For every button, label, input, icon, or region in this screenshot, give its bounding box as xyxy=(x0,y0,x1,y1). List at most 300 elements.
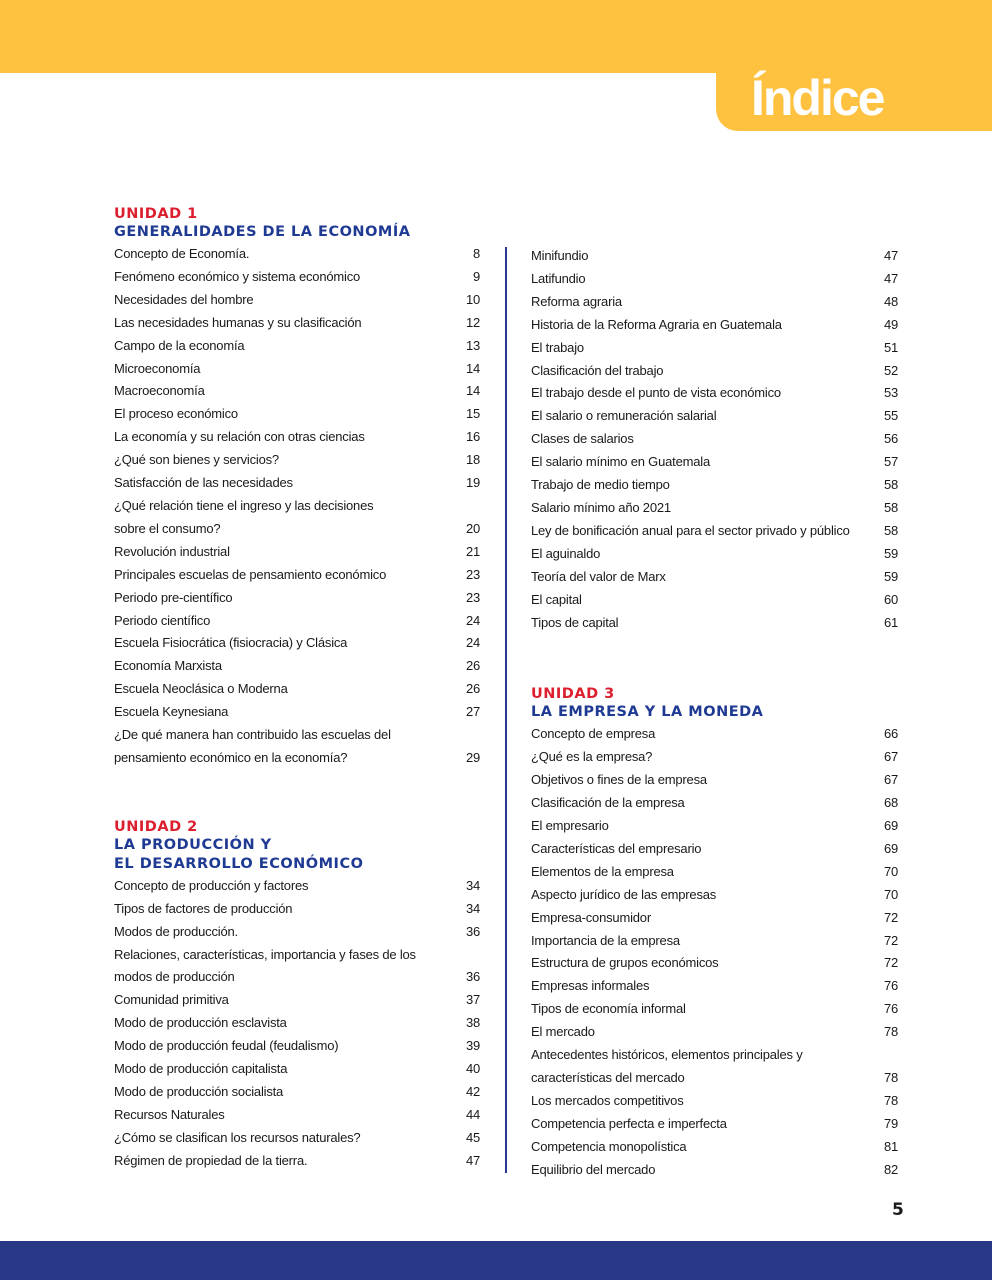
toc-entry[interactable] xyxy=(531,405,898,428)
toc-entry-title xyxy=(114,989,450,1012)
toc-entry-title xyxy=(531,723,868,746)
toc-entry-title xyxy=(531,907,868,930)
toc-entry[interactable] xyxy=(531,952,898,975)
toc-entry-title-line: Comunidad primitiva xyxy=(114,992,229,1008)
toc-entry[interactable] xyxy=(114,989,480,1012)
toc-entry-page: 21 xyxy=(465,543,480,559)
toc-entry-page: 76 xyxy=(883,1001,898,1017)
toc-entry-page: 58 xyxy=(883,522,898,538)
unit-2-entries xyxy=(114,875,480,1173)
toc-entry[interactable] xyxy=(531,382,898,405)
toc-entry-page: 61 xyxy=(883,614,898,630)
toc-entry-title xyxy=(531,1136,868,1159)
header-band xyxy=(0,0,992,73)
toc-entry[interactable] xyxy=(531,337,898,360)
toc-entry-title-line: Empresas informales xyxy=(531,978,650,994)
toc-entry-title-line: sobre el consumo? xyxy=(114,520,221,536)
toc-entry-title-line: Equilibrio del mercado xyxy=(531,1161,656,1177)
toc-entry-title xyxy=(531,428,868,451)
footer-band xyxy=(0,1241,992,1280)
toc-entry-title-line: El aguinaldo xyxy=(531,545,601,561)
toc-entry[interactable] xyxy=(114,724,480,770)
toc-entry[interactable] xyxy=(531,998,898,1021)
toc-entry[interactable] xyxy=(531,930,898,953)
toc-entry-page: 13 xyxy=(465,337,480,353)
toc-entry-page: 9 xyxy=(472,268,480,284)
toc-entry-page: 10 xyxy=(465,291,480,307)
toc-left-column xyxy=(114,205,480,1173)
toc-entry-title-line: El empresario xyxy=(531,818,609,834)
toc-entry-title-line: pensamiento económico en la economía? xyxy=(114,749,348,765)
toc-entry-title xyxy=(531,566,868,589)
toc-entry-title xyxy=(531,612,868,635)
toc-entry-title-line: Revolución industrial xyxy=(114,543,230,559)
toc-entry[interactable] xyxy=(531,884,898,907)
toc-entry-title-line: Modos de producción. xyxy=(114,923,238,939)
toc-entry-page: 15 xyxy=(465,406,480,422)
toc-entry-title-line: Minifundio xyxy=(531,248,589,263)
toc-entry-title xyxy=(114,1150,450,1173)
toc-entry-title-line: Reforma agraria xyxy=(531,293,622,309)
toc-entry-page: 72 xyxy=(883,932,898,948)
toc-entry-title-line: El trabajo xyxy=(531,339,584,355)
unit-1-label: UNIDAD 1 xyxy=(114,206,198,222)
toc-entry-title xyxy=(114,587,450,610)
toc-entry-title-line: Microeconomía xyxy=(114,360,201,376)
toc-entry[interactable] xyxy=(114,1127,480,1150)
toc-entry[interactable] xyxy=(114,1058,480,1081)
toc-entry[interactable] xyxy=(531,769,898,792)
toc-entry-page: 34 xyxy=(465,877,480,893)
toc-entry-page: 66 xyxy=(883,726,898,742)
toc-entry-page: 56 xyxy=(883,431,898,447)
toc-entry-page: 47 xyxy=(883,270,898,286)
toc-entry-title xyxy=(531,497,868,520)
toc-entry[interactable] xyxy=(531,1021,898,1044)
toc-entry-title xyxy=(531,589,868,612)
unit-2-title-line-2: EL DESARROLLO ECONÓMICO xyxy=(114,855,364,872)
toc-entry-title-line: modos de producción xyxy=(114,969,235,985)
toc-entry[interactable] xyxy=(531,566,898,589)
toc-entry[interactable] xyxy=(531,589,898,612)
toc-entry[interactable] xyxy=(114,632,480,655)
toc-entry-page: 79 xyxy=(883,1115,898,1131)
toc-entry-title xyxy=(114,655,450,678)
toc-entry-title-line: Clasificación de la empresa xyxy=(531,795,685,811)
toc-entry-page: 29 xyxy=(465,749,480,765)
toc-entry-page: 14 xyxy=(465,360,480,376)
toc-entry-title-line: El salario mínimo en Guatemala xyxy=(531,454,710,470)
toc-entry-title xyxy=(531,792,868,815)
toc-entry-title xyxy=(114,495,450,541)
toc-entry[interactable] xyxy=(531,451,898,474)
toc-entry[interactable] xyxy=(114,610,480,633)
toc-entry-title xyxy=(531,838,868,861)
toc-entry[interactable] xyxy=(114,358,480,381)
toc-entry[interactable] xyxy=(114,1104,480,1127)
toc-entry[interactable] xyxy=(114,1081,480,1104)
toc-entry-title-line: ¿Cómo se clasifican los recursos naturales? xyxy=(114,1129,361,1145)
toc-entry-title xyxy=(114,541,450,564)
toc-entry[interactable] xyxy=(114,335,480,358)
toc-entry[interactable] xyxy=(531,792,898,815)
unit-2-title-line-1: LA PRODUCCIÓN Y xyxy=(114,836,272,853)
toc-entry-title xyxy=(531,952,868,975)
toc-entry[interactable] xyxy=(531,723,898,746)
toc-entry-title xyxy=(531,998,868,1021)
toc-entry-page: 69 xyxy=(883,840,898,856)
toc-entry-page: 18 xyxy=(465,452,480,468)
toc-entry-page: 70 xyxy=(883,863,898,879)
unit-1-title: GENERALIDADES DE LA ECONOMÍA xyxy=(114,224,411,240)
toc-entry[interactable] xyxy=(114,380,480,403)
toc-entry-page: 24 xyxy=(465,612,480,628)
toc-entry-title-line: El salario o remuneración salarial xyxy=(531,408,717,424)
toc-entry[interactable] xyxy=(531,245,898,268)
toc-entry-title-line: Escuela Fisiocrática (fisiocracia) y Clásica xyxy=(114,635,348,651)
toc-entry-title xyxy=(114,875,450,898)
toc-entry-title xyxy=(114,898,450,921)
toc-entry-page: 34 xyxy=(465,900,480,916)
title-tab xyxy=(716,72,992,131)
toc-entry[interactable] xyxy=(531,861,898,884)
toc-entry-title-line: Importancia de la empresa xyxy=(531,932,680,948)
toc-entry-title xyxy=(531,405,868,428)
toc-entry-page: 16 xyxy=(465,429,480,445)
toc-entry-title-line: El mercado xyxy=(531,1024,595,1040)
toc-entry[interactable] xyxy=(114,875,480,898)
toc-entry[interactable] xyxy=(114,701,480,724)
toc-entry-title-line: Estructura de grupos económicos xyxy=(531,955,719,971)
toc-entry[interactable] xyxy=(531,360,898,383)
toc-entry-title-line: Economía Marxista xyxy=(114,658,222,674)
toc-entry-title xyxy=(114,335,450,358)
toc-entry[interactable] xyxy=(531,1113,898,1136)
toc-entry-title xyxy=(531,861,868,884)
toc-entry-title xyxy=(114,921,450,944)
toc-entry-page: 44 xyxy=(465,1106,480,1122)
toc-entry-page: 78 xyxy=(883,1024,898,1040)
toc-entry-title-line: características del mercado xyxy=(531,1070,685,1085)
toc-entry-title-line: La economía y su relación con otras ciencias xyxy=(114,429,365,445)
toc-right-column xyxy=(531,245,898,1182)
toc-entry[interactable] xyxy=(114,449,480,472)
toc-entry-title-line: Los mercados competitivos xyxy=(531,1092,684,1108)
toc-entry-title-line: Clases de salarios xyxy=(531,431,634,447)
toc-entry-title xyxy=(114,426,450,449)
toc-entry-title xyxy=(531,975,868,998)
toc-entry-title xyxy=(114,610,450,633)
toc-entry-page: 78 xyxy=(883,1092,898,1108)
toc-entry-title xyxy=(114,564,450,587)
unit-3-title: LA EMPRESA Y LA MONEDA xyxy=(531,704,764,721)
toc-entry-page: 53 xyxy=(883,385,898,401)
toc-entry-page: 23 xyxy=(465,589,480,605)
toc-entry-title-line: Modo de producción feudal (feudalismo) xyxy=(114,1038,339,1054)
unit-1-heading xyxy=(114,205,480,242)
toc-entry-title-line: El capital xyxy=(531,591,582,607)
toc-entry-title xyxy=(114,380,450,403)
toc-entry-title xyxy=(114,472,450,495)
toc-entry-title-line: Tipos de capital xyxy=(531,614,619,630)
unit-1-entries xyxy=(114,243,480,770)
toc-entry[interactable] xyxy=(114,266,480,289)
toc-entry-title-line: Competencia perfecta e imperfecta xyxy=(531,1115,727,1131)
toc-entry-title-line: Salario mínimo año 2021 xyxy=(531,499,671,515)
toc-entry-title xyxy=(114,266,450,289)
toc-entry[interactable] xyxy=(531,520,898,543)
toc-entry[interactable] xyxy=(114,541,480,564)
toc-entry-page: 20 xyxy=(465,520,480,536)
toc-entry-page: 47 xyxy=(883,248,898,263)
toc-entry-title xyxy=(114,1058,450,1081)
toc-entry-title xyxy=(531,1159,868,1182)
toc-entry-title-line: Periodo pre-científico xyxy=(114,589,233,605)
toc-entry-page: 59 xyxy=(883,568,898,584)
toc-entry-page: 45 xyxy=(465,1129,480,1145)
toc-entry[interactable] xyxy=(531,497,898,520)
toc-entry-title xyxy=(531,291,868,314)
toc-entry-title xyxy=(114,243,450,266)
toc-entry[interactable] xyxy=(531,746,898,769)
toc-entry-title-line: Fenómeno económico y sistema económico xyxy=(114,268,361,284)
toc-entry-title xyxy=(114,1081,450,1104)
toc-entry[interactable] xyxy=(114,944,480,990)
toc-entry-title-line: Latifundio xyxy=(531,270,586,286)
toc-entry-title-line: Aspecto jurídico de las empresas xyxy=(531,886,717,902)
toc-entry-title-line: ¿Qué es la empresa? xyxy=(531,749,653,765)
toc-entry-title xyxy=(531,520,868,543)
toc-entry-page: 14 xyxy=(465,383,480,399)
toc-entry-page: 76 xyxy=(883,978,898,994)
toc-entry[interactable] xyxy=(531,975,898,998)
toc-entry-page: 37 xyxy=(465,992,480,1008)
toc-entry-title xyxy=(114,1104,450,1127)
toc-entry-title xyxy=(531,1113,868,1136)
toc-entry-title xyxy=(114,1127,450,1150)
toc-entry-title-line: Modo de producción esclavista xyxy=(114,1015,287,1031)
toc-entry[interactable] xyxy=(114,472,480,495)
toc-entry-page: 55 xyxy=(883,408,898,424)
toc-entry-title xyxy=(531,746,868,769)
toc-entry-title-line: Satisfacción de las necesidades xyxy=(114,475,293,491)
toc-entry-page: 70 xyxy=(883,886,898,902)
page-title: Índice xyxy=(751,70,884,126)
toc-entry-title-line: Empresa-consumidor xyxy=(531,909,651,925)
toc-entry-title-line: Relaciones, características, importancia y fases de los xyxy=(114,946,416,962)
toc-entry[interactable] xyxy=(531,838,898,861)
toc-entry[interactable] xyxy=(531,1090,898,1113)
toc-entry[interactable] xyxy=(114,587,480,610)
toc-entry-title-line: Recursos Naturales xyxy=(114,1106,225,1122)
toc-entry-title-line: Objetivos o fines de la empresa xyxy=(531,772,707,788)
toc-entry-title xyxy=(531,268,868,291)
unit-3-entries xyxy=(531,723,898,1181)
toc-entry-page: 49 xyxy=(883,316,898,332)
toc-entry[interactable] xyxy=(114,243,480,266)
toc-entry-page: 59 xyxy=(883,545,898,561)
toc-entry-title xyxy=(531,245,868,268)
toc-entry[interactable] xyxy=(114,564,480,587)
toc-entry[interactable] xyxy=(114,289,480,312)
toc-entry[interactable] xyxy=(531,815,898,838)
unit-2-label: UNIDAD 2 xyxy=(114,818,198,835)
toc-entry[interactable] xyxy=(114,678,480,701)
toc-entry[interactable] xyxy=(531,428,898,451)
toc-entry-page: 42 xyxy=(465,1084,480,1099)
toc-entry[interactable] xyxy=(531,543,898,566)
toc-entry-page: 48 xyxy=(883,293,898,309)
toc-entry-title-line: Elementos de la empresa xyxy=(531,863,674,879)
page-number: 5 xyxy=(892,1200,904,1220)
toc-entry-page: 51 xyxy=(883,339,898,355)
toc-entry-title-line: Necesidades del hombre xyxy=(114,291,254,307)
toc-entry-title-line: Periodo científico xyxy=(114,612,211,628)
toc-entry-title-line: Clasificación del trabajo xyxy=(531,362,664,378)
toc-entry[interactable] xyxy=(114,1035,480,1058)
toc-entry-page: 38 xyxy=(465,1015,480,1031)
toc-entry-title xyxy=(114,1035,450,1058)
toc-entry-page: 36 xyxy=(465,923,480,939)
toc-entry-title-line: Tipos de economía informal xyxy=(531,1001,686,1017)
toc-entry-page: 60 xyxy=(883,591,898,607)
toc-entry[interactable] xyxy=(114,898,480,921)
toc-entry-title-line: Campo de la economía xyxy=(114,337,245,353)
toc-entry-title xyxy=(531,815,868,838)
toc-entry-title xyxy=(531,451,868,474)
toc-entry-title xyxy=(114,1012,450,1035)
toc-entry[interactable] xyxy=(531,1159,898,1182)
toc-entry-title-line: Macroeconomía xyxy=(114,383,205,399)
toc-entry-title-line: ¿Qué relación tiene el ingreso y las decisiones xyxy=(114,497,374,513)
toc-entry-title-line: Ley de bonificación anual para el sector privado y público xyxy=(531,522,850,538)
toc-entry-page: 27 xyxy=(465,704,480,720)
toc-entry-title xyxy=(114,403,450,426)
toc-entry-title-line: Escuela Keynesiana xyxy=(114,704,229,720)
toc-entry-title-line: ¿De qué manera han contribuido las escuelas del xyxy=(114,727,391,743)
toc-entry-title-line: Historia de la Reforma Agraria en Guatemala xyxy=(531,316,782,332)
toc-entry-title xyxy=(531,382,868,405)
toc-entry[interactable] xyxy=(114,1012,480,1035)
toc-entry-title xyxy=(531,337,868,360)
toc-entry[interactable] xyxy=(114,403,480,426)
toc-entry-title xyxy=(531,360,868,383)
toc-entry-title xyxy=(531,1021,868,1044)
column-divider xyxy=(505,247,507,1173)
toc-entry-title xyxy=(114,944,450,990)
toc-entry-page: 72 xyxy=(883,909,898,925)
toc-entry-title xyxy=(114,632,450,655)
toc-entry-title xyxy=(114,449,450,472)
toc-entry-title xyxy=(531,884,868,907)
toc-entry-page: 47 xyxy=(465,1152,480,1168)
toc-entry[interactable] xyxy=(531,1136,898,1159)
toc-entry-page: 24 xyxy=(465,635,480,651)
toc-entry[interactable] xyxy=(114,921,480,944)
unit-3-label: UNIDAD 3 xyxy=(531,686,615,703)
toc-entry-title xyxy=(114,289,450,312)
toc-entry-title-line: Teoría del valor de Marx xyxy=(531,568,666,584)
toc-entry[interactable] xyxy=(114,1150,480,1173)
toc-entry-page: 78 xyxy=(883,1070,898,1085)
toc-entry-title-line: Concepto de producción y factores xyxy=(114,877,309,893)
toc-entry[interactable] xyxy=(531,474,898,497)
toc-entry-title xyxy=(531,769,868,792)
toc-entry-title xyxy=(531,930,868,953)
toc-entry-page: 36 xyxy=(465,969,480,985)
toc-entry[interactable] xyxy=(114,426,480,449)
toc-entry-title-line: Tipos de factores de producción xyxy=(114,900,293,916)
toc-entry-title-line: Características del empresario xyxy=(531,840,702,856)
toc-entry-page: 8 xyxy=(472,246,480,261)
toc-entry-title-line: Antecedentes históricos, elementos principales y xyxy=(531,1047,803,1063)
toc-entry-page: 58 xyxy=(883,477,898,493)
toc-entry-title xyxy=(531,314,868,337)
toc-entry-title-line: Escuela Neoclásica o Moderna xyxy=(114,681,288,697)
toc-entry-title-line: Trabajo de medio tiempo xyxy=(531,477,670,493)
toc-entry-title-line: El proceso económico xyxy=(114,406,238,422)
unit-2-entries-continued xyxy=(531,245,898,634)
toc-entry-page: 58 xyxy=(883,499,898,515)
toc-entry[interactable] xyxy=(531,314,898,337)
toc-entry[interactable] xyxy=(531,1044,898,1090)
toc-entry-title-line: Principales escuelas de pensamiento económico xyxy=(114,566,387,582)
toc-entry-page: 26 xyxy=(465,658,480,674)
toc-entry-page: 81 xyxy=(883,1138,898,1154)
toc-entry[interactable] xyxy=(114,655,480,678)
toc-entry-title-line: Concepto de empresa xyxy=(531,726,656,742)
toc-entry-page: 68 xyxy=(883,795,898,811)
toc-entry-title-line: Modo de producción socialista xyxy=(114,1084,284,1099)
toc-entry[interactable] xyxy=(114,312,480,335)
toc-entry[interactable] xyxy=(531,268,898,291)
toc-entry-title xyxy=(114,358,450,381)
toc-entry-page: 12 xyxy=(465,314,480,330)
toc-entry[interactable] xyxy=(531,907,898,930)
toc-entry-title-line: Competencia monopolística xyxy=(531,1138,687,1154)
toc-entry-page: 19 xyxy=(465,475,480,491)
toc-entry-page: 52 xyxy=(883,362,898,378)
toc-entry-title xyxy=(114,678,450,701)
toc-entry-title xyxy=(531,1044,868,1090)
toc-entry-title-line: Concepto de Economía. xyxy=(114,246,250,261)
toc-entry-page: 69 xyxy=(883,818,898,834)
toc-entry-title-line: El trabajo desde el punto de vista económico xyxy=(531,385,781,401)
toc-entry-page: 82 xyxy=(883,1161,898,1177)
toc-entry-title xyxy=(531,543,868,566)
toc-entry-page: 67 xyxy=(883,772,898,788)
unit-3-heading xyxy=(531,685,898,722)
toc-entry-title-line: Régimen de propiedad de la tierra. xyxy=(114,1152,308,1168)
toc-entry-page: 40 xyxy=(465,1061,480,1077)
toc-entry-page: 23 xyxy=(465,566,480,582)
toc-entry-title xyxy=(114,312,450,335)
toc-entry[interactable] xyxy=(531,612,898,635)
toc-entry-page: 57 xyxy=(883,454,898,470)
toc-entry-title xyxy=(531,1090,868,1113)
toc-entry-title-line: Las necesidades humanas y su clasificación xyxy=(114,314,362,330)
toc-entry-title xyxy=(114,701,450,724)
unit-2-heading xyxy=(114,818,480,874)
toc-entry-title xyxy=(531,474,868,497)
toc-entry-page: 26 xyxy=(465,681,480,697)
toc-entry[interactable] xyxy=(531,291,898,314)
toc-entry-title xyxy=(114,724,450,770)
toc-entry-title-line: ¿Qué son bienes y servicios? xyxy=(114,452,279,468)
toc-entry[interactable] xyxy=(114,495,480,541)
toc-entry-title-line: Modo de producción capitalista xyxy=(114,1061,288,1077)
toc-entry-page: 39 xyxy=(465,1038,480,1054)
